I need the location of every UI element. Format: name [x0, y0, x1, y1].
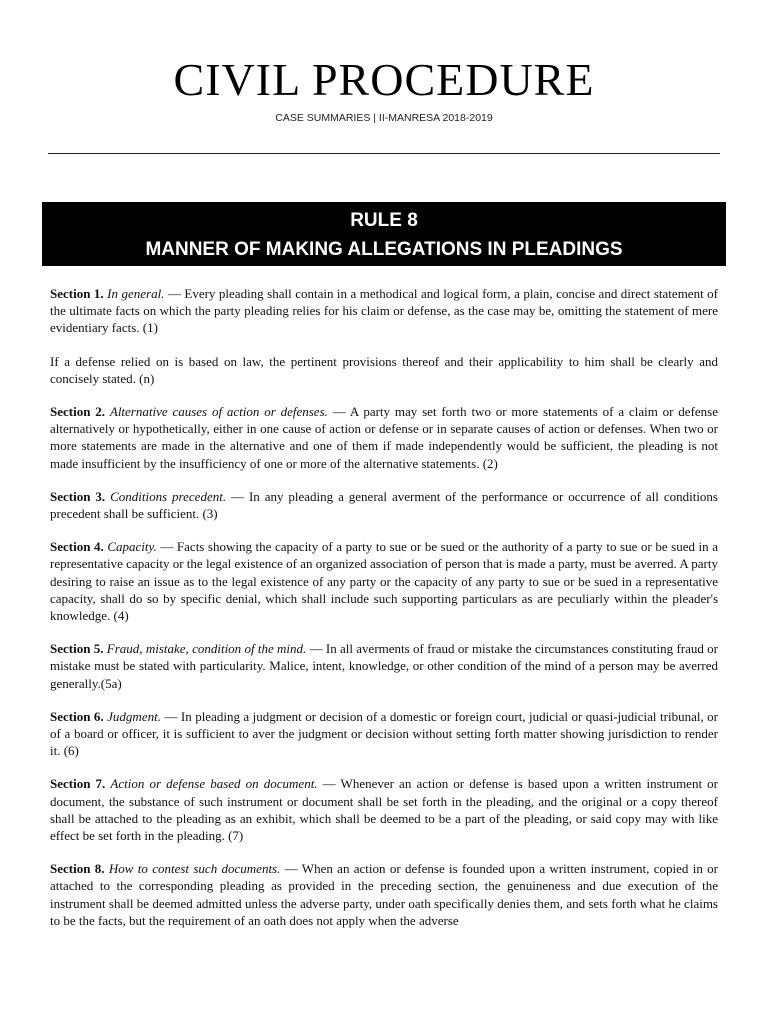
section-text: If a defense relied on is based on law, the pertinent provisions thereof and their applicability to him shall be clearly and concisely stated. (n) — [50, 353, 718, 386]
rule-heading: MANNER OF MAKING ALLEGATIONS IN PLEADINGS — [145, 239, 623, 260]
section-title: How to contest such documents. — [108, 861, 281, 877]
section-label: Section 3. — [50, 488, 106, 504]
section-label: Section 6. — [50, 708, 104, 724]
section-text: — Whenever an action or defense is based upon a written instrument or document, the substance of such instrument or document shall be set forth in the pleading, and the original or a copy thereof shall be attached to the pleading as an exhibit, which shall be deemed to be a part of the pleading, or said copy may with like effect be set forth in the pleading. (7) — [50, 776, 718, 844]
header-divider — [48, 153, 720, 154]
rule-banner — [42, 202, 726, 266]
section-paragraph — [50, 353, 718, 387]
section-title: Judgment. — [107, 708, 161, 724]
document-title: CIVIL PROCEDURE — [173, 54, 595, 105]
section-paragraph — [50, 403, 718, 472]
section-label: Section 5. — [50, 641, 104, 657]
section-label: Section 7. — [50, 776, 106, 792]
section-title: Alternative causes of action or defenses. — [109, 404, 328, 420]
section-text: — In pleading a judgment or decision of a domestic or foreign court, judicial or quasi-judicial tribunal, or of a board or officer, it is sufficient to aver the judgment or decision without setting forth matter showing jurisdiction to render it. (6) — [50, 708, 719, 759]
section-label: Section 4. — [50, 539, 104, 555]
section-paragraph — [50, 640, 718, 692]
section-label: Section 8. — [50, 861, 105, 877]
section-title: Conditions precedent. — [110, 488, 227, 504]
section-text: — In all averments of fraud or mistake the circumstances constituting fraud or mistake must be stated with particularity. Malice, intent, knowledge, or other condition of the mind of a person may be averred generally.(5a) — [50, 641, 718, 691]
section-paragraph — [50, 285, 718, 337]
section-label: Section 1. — [50, 286, 104, 301]
rule-content — [50, 285, 718, 945]
section-text: — Every pleading shall contain in a methodical and logical form, a plain, concise and direct statement of the ultimate facts on which the party pleading relies for his claim or defense, as the case may be, omitting the statement of mere evidentiary facts. (1) — [50, 286, 718, 336]
section-paragraph — [50, 538, 718, 624]
section-title: In general. — [107, 286, 165, 301]
rule-number: RULE 8 — [350, 210, 418, 231]
document-subtitle: CASE SUMMARIES | II-MANRESA 2018-2019 — [275, 112, 493, 124]
section-title: Fraud, mistake, condition of the mind. — [106, 641, 307, 657]
section-paragraph — [50, 860, 718, 929]
section-paragraph — [50, 708, 718, 760]
section-paragraph — [50, 775, 718, 844]
section-title: Capacity. — [107, 539, 157, 555]
section-title: Action or defense based on document. — [110, 776, 318, 792]
section-text: — A party may set forth two or more statements of a claim or defense alternatively or hypothetically, either in one cause of action or defense or in separate causes of action or defenses. When two or more statements are made in the alternative and one of them if made independently would be sufficient, the pleading is not made insufficient by the insufficiency of one or more of the alternative statements. (2) — [50, 404, 718, 471]
section-text: — Facts showing the capacity of a party to sue or be sued or the authority of a party to sue or be sued in a representative capacity or the legal existence of an organized association of person that is made a party, must be averred. A party desiring to raise an issue as to the legal existence of any party or the capacity of any party to sue or be sued in a representative capacity, shall do so by specific denial, which shall include such supporting particulars as are peculiarly within the pleader's knowledge. (4) — [50, 539, 718, 624]
section-paragraph — [50, 488, 718, 522]
section-text: — In any pleading a general averment of the performance or occurrence of all conditions precedent shall be sufficient. (3) — [50, 488, 718, 522]
section-text: — When an action or defense is founded upon a written instrument, copied in or attached to the corresponding pleading as provided in the preceding section, the genuineness and due execution of the instrument shall be deemed admitted unless the adverse party, under oath specifically denies them, and sets forth what he claims to be the facts, but the requirement of an oath does not apply when the adverse — [50, 861, 719, 928]
section-label: Section 2. — [50, 404, 106, 420]
